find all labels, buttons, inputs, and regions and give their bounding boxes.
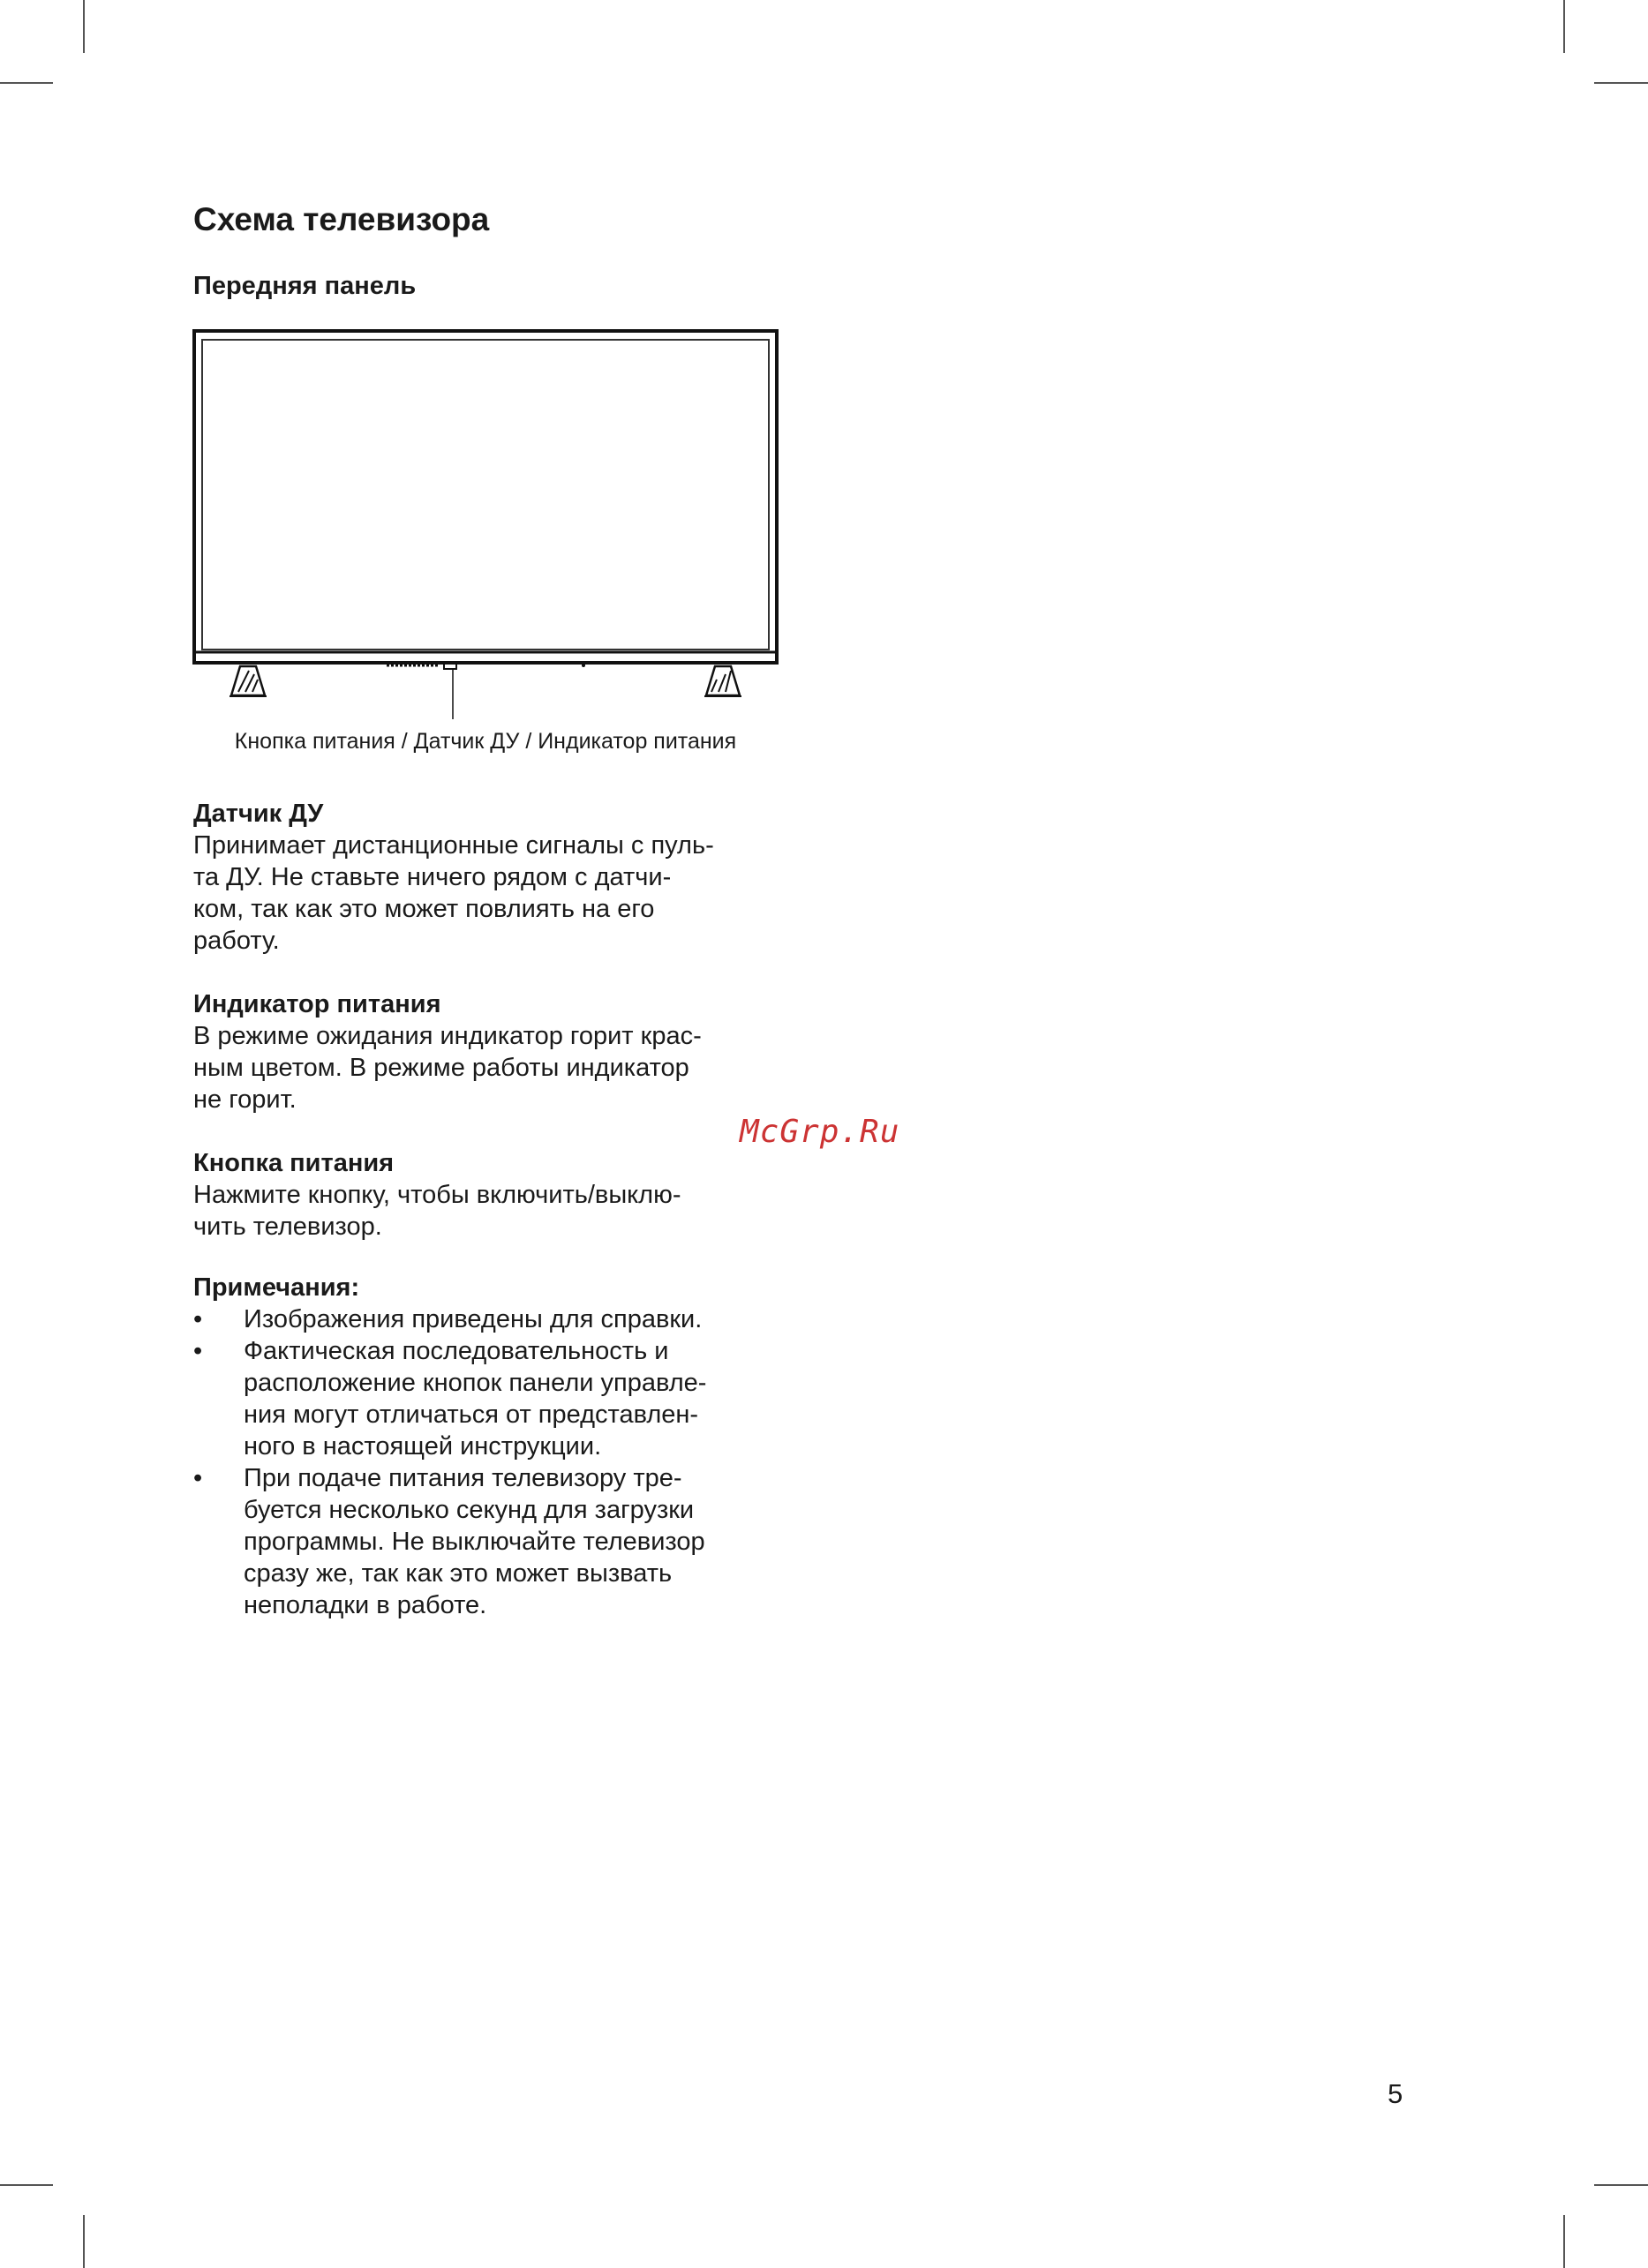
tv-right-foot (704, 666, 741, 696)
body-line: буется несколько секунд для загрузки (244, 1496, 695, 1524)
notes-section (193, 1272, 829, 1621)
note-item (193, 1462, 829, 1621)
bullet-icon: • (193, 1464, 203, 1492)
crop-mark (83, 2215, 85, 2268)
crop-mark (0, 2184, 53, 2186)
note-item (193, 1335, 829, 1462)
page-title: Схема телевизора (193, 201, 490, 237)
body-line: ного в настоящей инструкции. (244, 1432, 602, 1461)
crop-mark (83, 0, 85, 53)
section-body (193, 1179, 811, 1243)
note-item (193, 1303, 829, 1335)
tv-left-foot (230, 666, 267, 696)
body-line: В режиме ожидания индикатор горит крас- (193, 1022, 702, 1050)
section-heading: Датчик ДУ (193, 800, 324, 828)
body-line: расположение кнопок панели управле- (244, 1369, 707, 1397)
tv-outer-frame (194, 331, 777, 663)
tv-small-dot (582, 664, 585, 667)
crop-mark (1563, 2215, 1565, 2268)
bullet-icon: • (193, 1337, 203, 1365)
notes-list (193, 1303, 829, 1621)
section-power-button (193, 1147, 811, 1243)
body-line: сразу же, так как это может вызвать (244, 1559, 673, 1588)
body-line: работу. (193, 927, 280, 955)
bullet-icon: • (193, 1305, 203, 1333)
body-line: Фактическая последовательность и (244, 1337, 669, 1365)
section-power-indicator (193, 988, 811, 1115)
watermark: McGrp.Ru (740, 1114, 900, 1150)
body-line: Изображения приведены для справки. (244, 1305, 703, 1333)
section-body (193, 1020, 811, 1115)
body-line: программы. Не выключайте телевизор (244, 1528, 705, 1556)
body-line: Принимает дистанционные сигналы с пуль- (193, 831, 714, 860)
section-heading: Индикатор питания (193, 990, 441, 1018)
crop-mark (1594, 82, 1648, 84)
section-body (193, 830, 811, 957)
body-line: та ДУ. Не ставьте ничего рядом с датчи- (193, 863, 672, 891)
body-line: неполадки в работе. (244, 1591, 487, 1619)
body-line: ком, так как это может повлиять на его (193, 895, 655, 923)
body-line: ния могут отличаться от представлен- (244, 1401, 699, 1429)
page-number: 5 (1388, 2078, 1403, 2109)
body-line: не горит. (193, 1085, 297, 1114)
body-line: чить телевизор. (193, 1213, 382, 1241)
crop-mark (0, 82, 53, 84)
body-line: При подаче питания телевизору тре- (244, 1464, 682, 1492)
body-line: ным цветом. В режиме работы индикатор (193, 1054, 689, 1082)
section-heading: Кнопка питания (193, 1149, 395, 1177)
body-line: Нажмите кнопку, чтобы включить/выклю- (193, 1181, 681, 1209)
tv-front-panel-diagram (177, 318, 794, 724)
section-subtitle: Передняя панель (193, 272, 417, 300)
crop-mark (1563, 0, 1565, 53)
notes-heading: Примечания: (193, 1273, 360, 1302)
diagram-caption: Кнопка питания / Датчик ДУ / Индикатор питания (234, 729, 737, 754)
crop-mark (1594, 2184, 1648, 2186)
section-remote-sensor (193, 798, 811, 957)
